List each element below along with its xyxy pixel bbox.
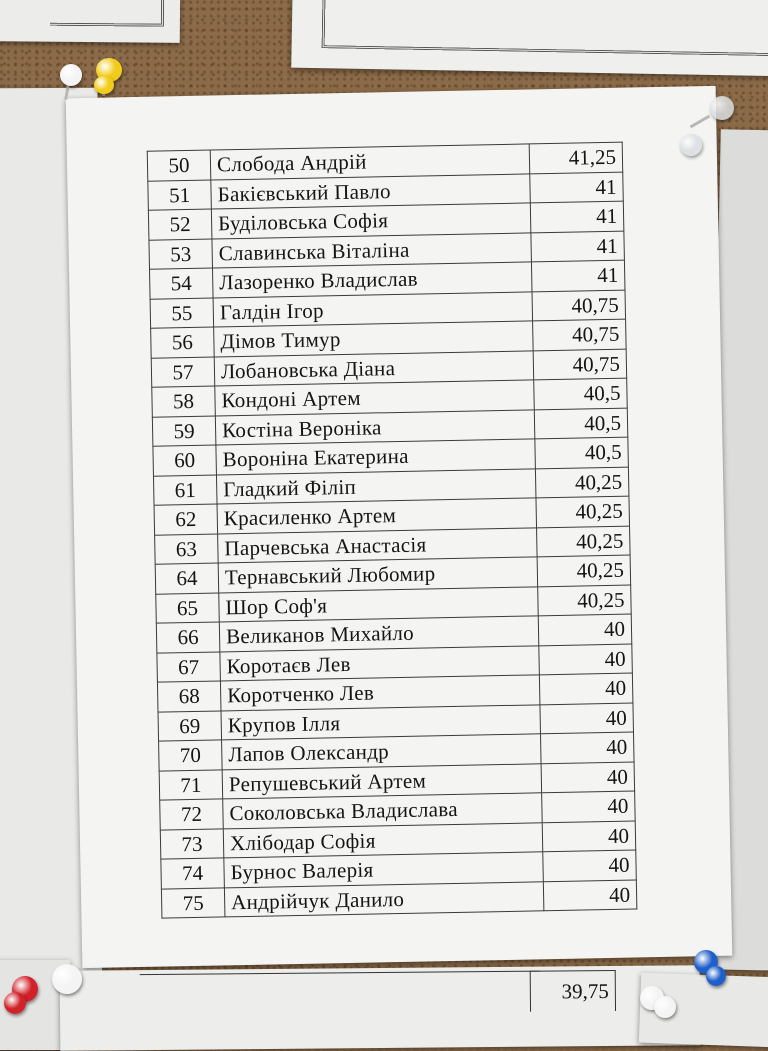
student-name-cell: Дімов Тимур (214, 321, 534, 357)
score-cell: 40,75 (532, 290, 626, 321)
score-cell: 40,25 (537, 526, 631, 557)
student-name-cell: Великанов Михайло (219, 616, 539, 652)
score-cell: 40 (541, 762, 635, 793)
score-cell: 41,25 (529, 142, 623, 173)
student-name-cell: Шор Соф'я (219, 586, 539, 622)
row-number-cell: 53 (149, 239, 213, 270)
score-cell: 40,5 (534, 378, 628, 409)
student-name-cell: Соколовська Владислава (223, 793, 543, 829)
score-cell: 39,75 (530, 970, 616, 1012)
student-name-cell: Тернавський Любомир (218, 557, 538, 593)
student-name-cell: Коротченко Лев (220, 675, 540, 711)
student-name-cell: Красиленко Артем (217, 498, 537, 534)
row-number-cell: 68 (157, 681, 221, 712)
student-name-cell: Крупов Ілля (221, 704, 541, 740)
table-border (140, 971, 540, 975)
score-cell: 40,75 (533, 319, 627, 350)
row-number-cell: 75 (161, 887, 225, 918)
row-number-cell: 63 (155, 533, 219, 564)
row-number-cell: 70 (159, 740, 223, 771)
score-cell: 41 (530, 201, 624, 232)
score-cell: 41 (530, 172, 624, 203)
score-cell: 40,25 (536, 496, 630, 527)
row-number-cell: 54 (150, 268, 214, 299)
row-number-cell: 72 (160, 799, 224, 830)
score-cell: 40,75 (533, 349, 627, 380)
row-number-cell: 57 (151, 357, 215, 388)
row-number-cell: 69 (158, 710, 222, 741)
row-number-cell: 73 (160, 828, 224, 859)
score-cell: 40,25 (538, 585, 632, 616)
score-cell: 40 (543, 880, 637, 911)
row-number-cell: 62 (154, 504, 218, 535)
score-cell: 40,5 (534, 408, 628, 439)
row-number-cell: 74 (161, 858, 225, 889)
row-number-cell: 52 (148, 209, 212, 240)
score-cell: 40 (538, 614, 632, 645)
row-number-cell: 60 (153, 445, 217, 476)
student-name-cell: Лапов Олександр (222, 734, 542, 770)
row-number-cell: 61 (153, 474, 217, 505)
paper-sheet-top-left (0, 0, 180, 43)
student-name-cell: Вороніна Екатерина (216, 439, 536, 475)
score-cell: 40 (540, 703, 634, 734)
student-name-cell: Андрійчук Данило (224, 881, 544, 917)
score-cell: 40 (542, 821, 636, 852)
student-name-cell: Галдін Ігор (213, 291, 533, 327)
row-number-cell: 50 (147, 150, 211, 181)
ranking-table (147, 142, 638, 919)
row-number-cell: 58 (152, 386, 216, 417)
student-name-cell: Лазоренко Владислав (212, 262, 532, 298)
student-name-cell: Бурнос Валерія (224, 852, 544, 888)
score-cell: 40,25 (537, 555, 631, 586)
student-name-cell: Буділовська Софія (211, 203, 531, 239)
student-name-cell: Славинська Віталіна (212, 232, 532, 268)
row-number-cell: 67 (157, 651, 221, 682)
student-name-cell: Лобановська Діана (214, 350, 534, 386)
score-cell: 40,5 (535, 437, 629, 468)
score-cell: 41 (531, 231, 625, 262)
score-cell: 40 (539, 644, 633, 675)
student-name-cell: Репушевський Артем (222, 763, 542, 799)
row-number-cell: 64 (155, 563, 219, 594)
student-name-cell: Коротаєв Лев (220, 645, 540, 681)
row-number-cell: 51 (148, 180, 212, 211)
paper-sheet-top-right (291, 0, 768, 76)
ranking-sheet (66, 86, 733, 968)
score-cell: 40 (542, 791, 636, 822)
student-name-cell: Парчевська Анастасія (218, 527, 538, 563)
score-cell: 41 (531, 260, 625, 291)
student-name-cell: Кондоні Артем (215, 380, 535, 416)
student-name-cell: Слобода Андрій (210, 144, 530, 180)
student-name-cell: Хлібодар Софія (223, 822, 543, 858)
student-name-cell: Бакієвський Павло (211, 173, 531, 209)
score-cell: 40 (543, 850, 637, 881)
row-number-cell: 71 (159, 769, 223, 800)
row-number-cell: 65 (156, 592, 220, 623)
row-number-cell: 56 (151, 327, 215, 358)
row-number-cell: 55 (150, 298, 214, 329)
row-number-cell: 66 (156, 622, 220, 653)
ranking-table-body (147, 142, 637, 918)
row-number-cell: 59 (152, 416, 216, 447)
score-cell: 40 (539, 673, 633, 704)
paper-sheet-next (60, 965, 701, 1051)
student-name-cell: Гладкий Філіп (216, 468, 536, 504)
score-cell: 40 (540, 732, 634, 763)
student-name-cell: Костіна Вероніка (215, 409, 535, 445)
score-cell: 40,25 (535, 467, 629, 498)
